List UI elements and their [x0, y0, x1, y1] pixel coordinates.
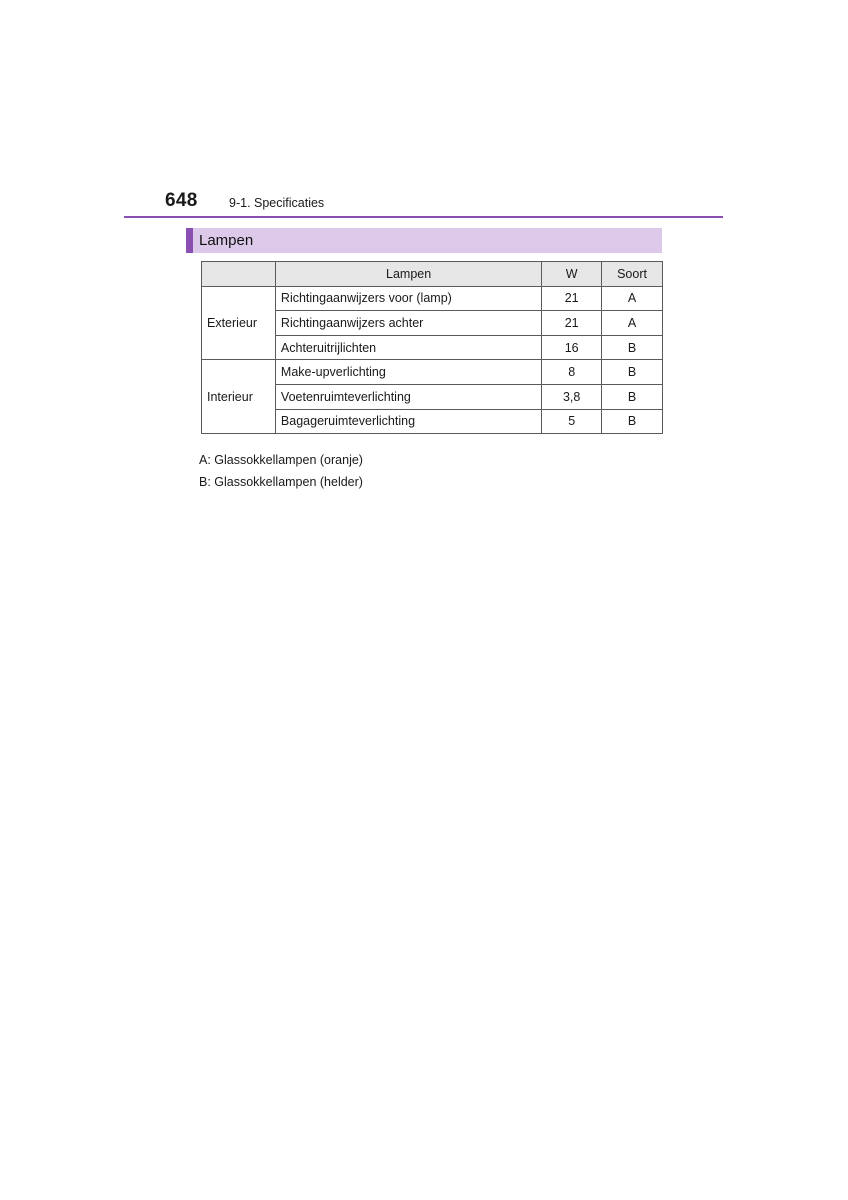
lamp-specification-table [201, 261, 663, 434]
lamp-type: B [602, 384, 663, 409]
lamp-wattage: 21 [542, 311, 602, 336]
lamp-type: A [602, 286, 663, 311]
table-row [202, 360, 663, 385]
lamp-wattage: 16 [542, 335, 602, 360]
section-heading [186, 228, 662, 253]
lamp-wattage: 5 [542, 409, 602, 434]
footnotes [199, 449, 363, 493]
lamp-wattage: 8 [542, 360, 602, 385]
page-number: 648 [165, 190, 198, 211]
lamp-name: Bagageruimteverlichting [275, 409, 541, 434]
lamp-type: A [602, 311, 663, 336]
lamp-type: B [602, 360, 663, 385]
footnote-b: B: Glassokkellampen (helder) [199, 475, 363, 489]
section-title: Lampen [199, 232, 254, 249]
lamp-wattage: 21 [542, 286, 602, 311]
column-header-lamp: Lampen [275, 262, 541, 287]
table-row [202, 286, 663, 311]
group-label-exterior: Exterieur [202, 286, 276, 360]
lamp-name: Make-upverlichting [275, 360, 541, 385]
lamp-name: Achteruitrijlichten [275, 335, 541, 360]
lamp-name: Richtingaanwijzers voor (lamp) [275, 286, 541, 311]
table-header-row [202, 262, 663, 287]
group-label-interior: Interieur [202, 360, 276, 434]
column-header-type: Soort [602, 262, 663, 287]
lamp-type: B [602, 409, 663, 434]
column-header-group [202, 262, 276, 287]
column-header-watt: W [542, 262, 602, 287]
page-header [124, 188, 723, 218]
lamp-wattage: 3,8 [542, 384, 602, 409]
section-reference: 9-1. Specificaties [229, 196, 325, 210]
footnote-a: A: Glassokkellampen (oranje) [199, 453, 363, 467]
lamp-name: Richtingaanwijzers achter [275, 311, 541, 336]
lamp-name: Voetenruimteverlichting [275, 384, 541, 409]
lamp-type: B [602, 335, 663, 360]
